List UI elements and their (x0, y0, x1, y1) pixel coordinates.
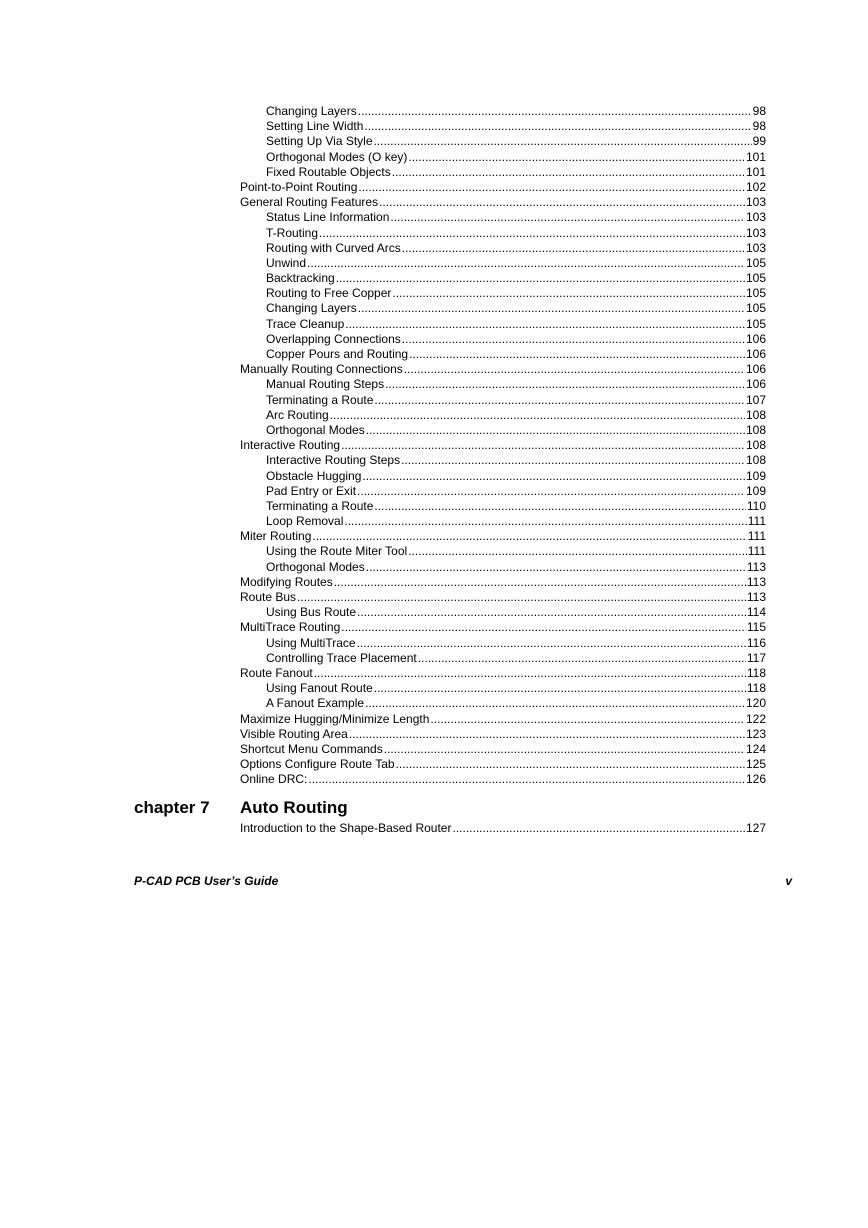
dot-leader (379, 195, 745, 210)
toc-entry-page: 125 (745, 757, 766, 772)
toc-entry-title: Loop Removal (266, 514, 344, 529)
toc-entry-title: Interactive Routing (240, 438, 341, 453)
toc-entry-page: 103 (745, 195, 766, 210)
toc-entry-title: Copper Pours and Routing (266, 347, 409, 361)
toc-entry-page: 106 (745, 331, 766, 346)
toc-entry-title: General Routing Features (240, 195, 379, 210)
toc-entry[interactable] (240, 772, 766, 787)
toc-entry-page: 103 (745, 210, 766, 225)
toc-entry[interactable] (240, 134, 766, 149)
dot-leader (358, 104, 752, 119)
dot-leader (357, 636, 746, 651)
toc-entry-page: 113 (746, 559, 766, 574)
toc-entry-page: 123 (745, 726, 766, 741)
toc-entry-title: Using MultiTrace (266, 635, 356, 650)
toc-entry[interactable] (240, 286, 766, 301)
dot-leader (392, 165, 745, 180)
toc-entry[interactable] (240, 469, 766, 484)
dot-leader (345, 317, 745, 332)
toc-entry-title: Using Fanout Route (266, 681, 373, 696)
toc-entry-title: Changing Layers (266, 104, 357, 118)
toc-entry[interactable] (240, 393, 766, 408)
toc-entry[interactable] (240, 377, 766, 392)
toc-entry-page: 113 (746, 574, 766, 589)
dot-leader (374, 681, 746, 696)
dot-leader (366, 560, 746, 575)
toc-entry-page: 98 (752, 119, 766, 134)
toc-entry[interactable] (240, 529, 766, 544)
toc-entry[interactable] (240, 301, 766, 316)
dot-leader (418, 651, 746, 666)
toc-entry[interactable] (240, 408, 766, 423)
chapter-title: Auto Routing (240, 798, 348, 817)
toc-entry[interactable] (240, 651, 766, 666)
dot-leader (358, 301, 745, 316)
toc-entry-title: Arc Routing (266, 407, 329, 422)
toc-entry-page: 115 (746, 620, 766, 635)
toc-entry-page: 109 (745, 468, 766, 483)
dot-leader (366, 423, 745, 438)
toc-entry-page: 126 (745, 772, 766, 787)
toc-entry-title: Routing to Free Copper (266, 286, 392, 301)
dot-leader (362, 469, 745, 484)
toc-entry-page: 109 (745, 483, 766, 498)
toc-entry-page: 111 (747, 514, 766, 529)
toc-entry-page: 102 (745, 179, 766, 194)
toc-entry[interactable] (240, 636, 766, 651)
toc-entry[interactable] (240, 347, 766, 362)
chapter-label: chapter 7 (134, 798, 210, 817)
toc-entry-page: 98 (752, 104, 766, 118)
toc-entry-page: 117 (746, 650, 766, 665)
toc-entry-title: T-Routing (266, 225, 319, 240)
toc-entry-title: Visible Routing Area (240, 726, 348, 741)
toc-entry-title: Overlapping Connections (266, 331, 401, 346)
toc-entry-page: 113 (746, 590, 766, 604)
dot-leader (334, 575, 746, 590)
toc-entry-title: Changing Layers (266, 301, 357, 316)
toc-entry-page: 120 (745, 696, 766, 711)
toc-entry-page: 116 (746, 635, 766, 650)
toc-entry-title: Introduction to the Shape-Based Router (240, 821, 452, 835)
toc-entry[interactable] (240, 317, 766, 332)
toc-entry[interactable] (240, 514, 766, 529)
toc-entry[interactable] (240, 605, 766, 620)
toc-entry-page: 101 (745, 164, 766, 179)
dot-leader (385, 377, 745, 392)
toc-entry-page: 108 (745, 438, 766, 453)
toc-entry-title: Options Configure Route Tab (240, 757, 395, 772)
toc-entry[interactable] (240, 423, 766, 438)
toc-entry-title: Status Line Information (266, 210, 390, 225)
dot-leader (374, 393, 745, 408)
toc-entry-title: Using Bus Route (266, 605, 357, 620)
dot-leader (314, 666, 746, 681)
toc-entry-page: 105 (745, 271, 766, 286)
toc-entry[interactable] (240, 681, 766, 696)
toc-entry[interactable] (240, 271, 766, 286)
dot-leader (452, 821, 744, 836)
toc-entry-page: 111 (747, 529, 766, 544)
toc-entry-page: 103 (745, 225, 766, 240)
dot-leader (364, 119, 751, 134)
toc-entry-title: Backtracking (266, 271, 335, 286)
toc-entry[interactable] (240, 821, 766, 836)
toc-entry[interactable] (240, 727, 766, 742)
dot-leader (319, 226, 745, 241)
toc-entry-page: 118 (746, 681, 766, 696)
toc-entry-title: Orthogonal Modes (266, 422, 365, 437)
toc-entry-page: 127 (745, 821, 766, 835)
toc-entry-title: Setting Line Width (266, 119, 364, 134)
toc-entry-title: Unwind (266, 255, 307, 270)
dot-leader (336, 271, 745, 286)
toc-entry[interactable] (240, 165, 766, 180)
toc-entry[interactable] (240, 757, 766, 772)
toc-entry[interactable] (240, 742, 766, 757)
dot-leader (408, 150, 745, 165)
dot-leader (402, 241, 745, 256)
dot-leader (358, 180, 745, 195)
toc-entry-title: Manually Routing Connections (240, 362, 403, 377)
dot-leader (357, 484, 745, 499)
toc-entry[interactable] (240, 453, 766, 468)
toc-entry[interactable] (240, 104, 766, 119)
toc-entry-page: 108 (745, 453, 766, 468)
toc-entry-title: Routing with Curved Arcs (266, 240, 401, 255)
toc-entry[interactable] (240, 180, 766, 195)
toc-entry-page: 105 (745, 316, 766, 331)
dot-leader (402, 332, 745, 347)
toc-entry-title: Controlling Trace Placement (266, 650, 417, 665)
dot-leader (341, 438, 745, 453)
toc-entry-title: Manual Routing Steps (266, 377, 385, 392)
dot-leader (357, 605, 746, 620)
footer-page-number: v (785, 874, 792, 888)
toc-entry[interactable] (240, 362, 766, 377)
toc-entry-page: 107 (745, 392, 766, 407)
dot-leader (409, 347, 745, 362)
page-footer (134, 872, 792, 890)
toc-entry-page: 105 (745, 301, 766, 316)
toc-entry-page: 105 (745, 286, 766, 301)
toc-entry-title: Modifying Routes (240, 574, 333, 589)
toc-entry-page: 106 (745, 347, 766, 361)
dot-leader (312, 529, 746, 544)
dot-leader (374, 499, 745, 514)
toc-entry[interactable] (240, 712, 766, 727)
toc-entry-title: Maximize Hugging/Minimize Length (240, 711, 430, 726)
dot-leader (344, 514, 746, 529)
toc-entry-page: 105 (745, 255, 766, 270)
dot-leader (297, 590, 746, 605)
toc-entry-page: 101 (745, 149, 766, 164)
toc-entry-page: 118 (746, 665, 766, 680)
toc-entry-title: Miter Routing (240, 529, 312, 544)
toc-entry-page: 108 (745, 422, 766, 437)
toc-entry-title: Terminating a Route (266, 498, 374, 513)
dot-leader (341, 620, 746, 635)
dot-leader (392, 286, 745, 301)
toc-entry-page: 106 (745, 377, 766, 392)
toc-entry[interactable] (240, 119, 766, 134)
toc-entry[interactable] (240, 256, 766, 271)
toc-entry[interactable] (240, 620, 766, 635)
toc-entry-title: Fixed Routable Objects (266, 164, 391, 179)
toc-entry[interactable] (240, 438, 766, 453)
footer-title: P-CAD PCB User’s Guide (134, 874, 279, 888)
dot-leader (408, 544, 747, 559)
dot-leader (308, 772, 745, 787)
toc-entry-title: Pad Entry or Exit (266, 483, 357, 498)
dot-leader (390, 210, 745, 225)
toc-entry-title: Obstacle Hugging (266, 468, 362, 483)
dot-leader (404, 362, 745, 377)
toc-entry-page: 108 (745, 407, 766, 422)
toc-entry-title: Terminating a Route (266, 392, 374, 407)
dot-leader (365, 696, 745, 711)
toc-entry[interactable] (240, 499, 766, 514)
toc-entry-title: MultiTrace Routing (240, 620, 341, 635)
toc-entry[interactable] (240, 241, 766, 256)
dot-leader (430, 712, 745, 727)
toc-entry-title: Interactive Routing Steps (266, 453, 401, 468)
toc-entry[interactable] (240, 150, 766, 165)
dot-leader (396, 757, 745, 772)
toc-entry-page: 103 (745, 240, 766, 255)
toc-entry-page: 99 (752, 134, 766, 149)
toc-entry[interactable] (240, 575, 766, 590)
toc-entry[interactable] (240, 210, 766, 225)
toc-entry-title: Online DRC: (240, 772, 308, 787)
toc-entry[interactable] (240, 484, 766, 499)
table-of-contents (240, 104, 766, 787)
toc-entry[interactable] (240, 332, 766, 347)
toc-entry[interactable] (240, 590, 766, 605)
toc-entry-title: Trace Cleanup (266, 316, 345, 331)
toc-entry[interactable] (240, 226, 766, 241)
toc-entry[interactable] (240, 666, 766, 681)
toc-entry-title: Setting Up Via Style (266, 134, 373, 149)
toc-entry-page: 111 (747, 544, 766, 559)
dot-leader (307, 256, 745, 271)
toc-entry-page: 122 (745, 711, 766, 726)
dot-leader (384, 742, 745, 757)
dot-leader (374, 134, 752, 149)
toc-entry-title: Orthogonal Modes (266, 559, 365, 574)
toc-entry-page: 110 (746, 498, 766, 513)
toc-entry-page: 106 (745, 362, 766, 377)
toc-entry[interactable] (240, 560, 766, 575)
toc-entry[interactable] (240, 195, 766, 210)
toc-entry-title: A Fanout Example (266, 696, 365, 711)
dot-leader (349, 727, 745, 742)
chapter-toc (240, 821, 766, 836)
toc-entry-title: Point-to-Point Routing (240, 179, 358, 194)
toc-entry-title: Shortcut Menu Commands (240, 741, 383, 756)
toc-entry-page: 114 (746, 605, 766, 620)
toc-entry-title: Using the Route Miter Tool (266, 544, 408, 559)
toc-entry-title: Route Bus (240, 590, 297, 604)
toc-entry-title: Route Fanout (240, 665, 313, 680)
toc-entry-page: 124 (745, 741, 766, 756)
toc-entry-title: Orthogonal Modes (O key) (266, 149, 408, 164)
dot-leader (401, 453, 745, 468)
dot-leader (330, 408, 745, 423)
toc-entry[interactable] (240, 696, 766, 711)
chapter-heading (134, 797, 766, 821)
toc-entry[interactable] (240, 544, 766, 559)
